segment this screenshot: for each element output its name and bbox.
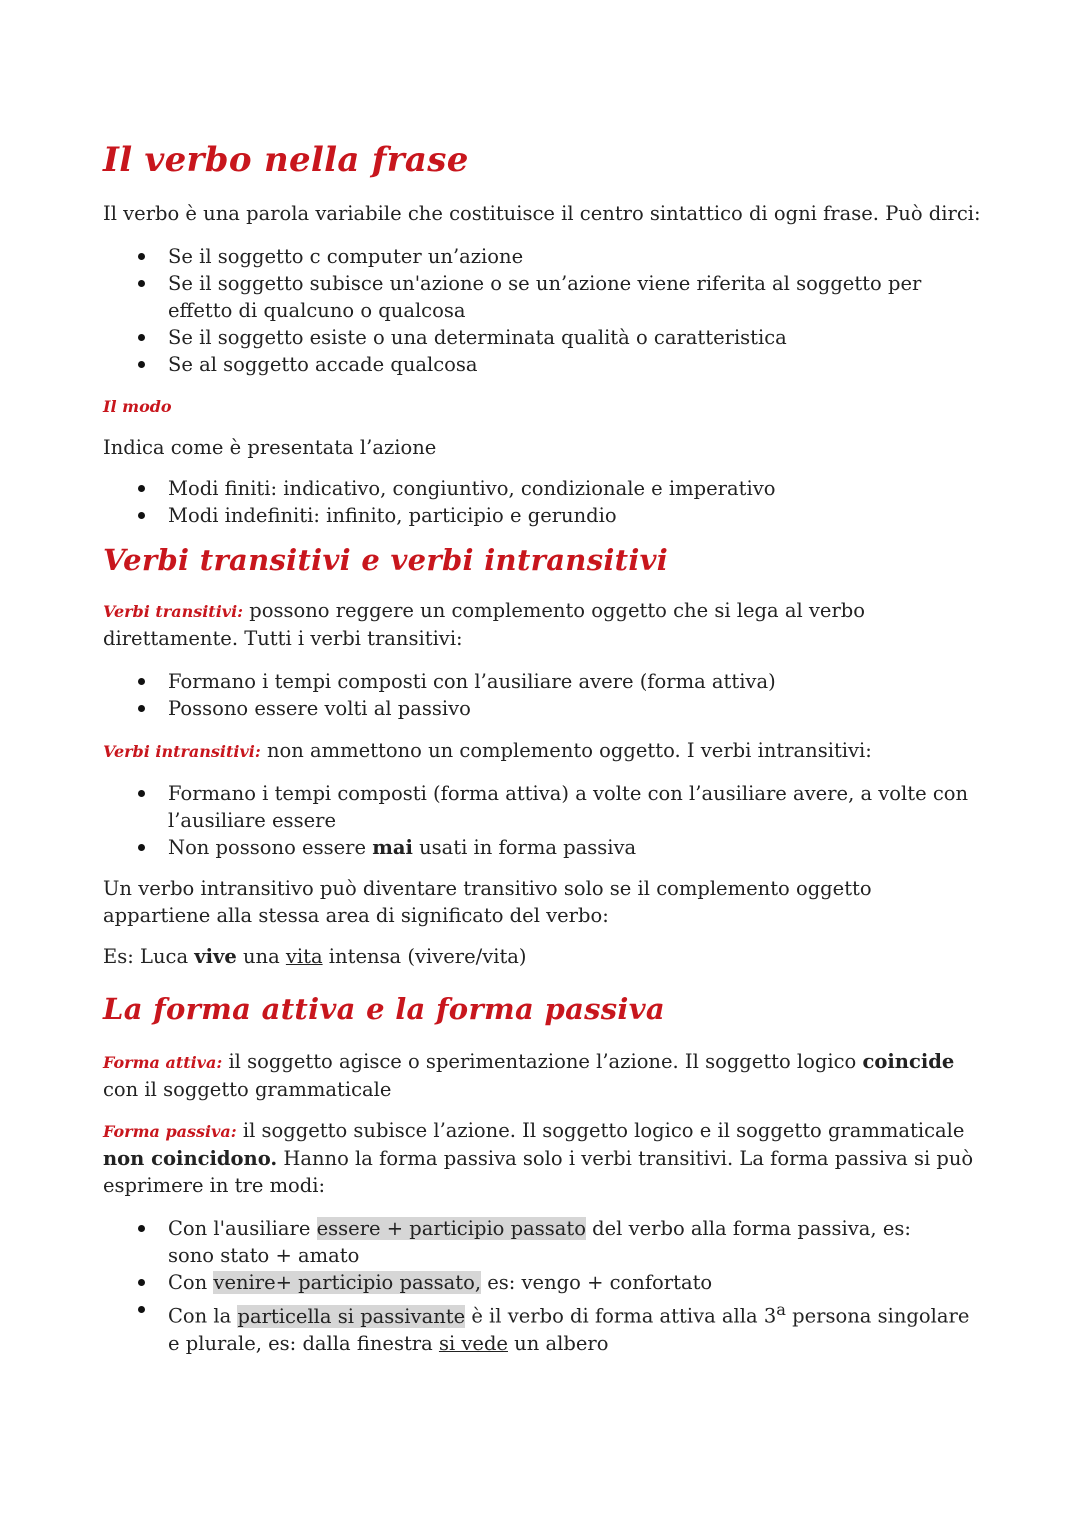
list-item: Con venire+ participio passato, es: vengo + confortato	[168, 1269, 983, 1296]
list-item: Con l'ausiliare essere + participio passato del verbo alla forma passiva, es: sono stato + amato	[168, 1215, 983, 1269]
document-content	[103, 138, 983, 1357]
active-paragraph: Forma attiva: il soggetto agisce o sperimentazione l’azione. Il soggetto logico coincide con il soggetto grammaticale	[103, 1050, 955, 1101]
list-item: Se al soggetto accade qualcosa	[168, 351, 983, 378]
mode-label: Il modo	[103, 397, 172, 416]
intransitive-note: Un verbo intransitivo può diventare transitivo solo se il complemento oggetto appartiene alla stessa area di significato del verbo:	[103, 877, 872, 927]
title-verbo-nella-frase: Il verbo nella frase	[103, 140, 469, 180]
list-item: Se il soggetto subisce un'azione o se un’azione viene riferita al soggetto per effetto di qualcuno o qualcosa	[168, 270, 983, 324]
passive-paragraph: Forma passiva: il soggetto subisce l’azione. Il soggetto logico e il soggetto grammaticale non coincidono. Hanno la forma passiva solo i verbi transitivi. La forma passiva si può esprimere in tre modi:	[103, 1119, 974, 1197]
list-item: Non possono essere mai usati in forma passiva	[168, 834, 983, 861]
intransitive-paragraph: Verbi intransitivi: non ammettono un complemento oggetto. I verbi intransitivi:	[103, 739, 872, 762]
list-item: Con la particella si passivante è il verbo di forma attiva alla 3$^a$ persona singolare e plurale, es: dalla finestra si vede un albero	[168, 1296, 983, 1357]
list-item: Formano i tempi composti con l’ausiliare avere (forma attiva)	[168, 668, 983, 695]
list-item: Possono essere volti al passivo	[168, 695, 983, 722]
mode-list	[103, 475, 983, 529]
verb-function-list	[103, 243, 983, 378]
title-verbi-transitivi: Verbi transitivi e verbi intransitivi	[103, 543, 669, 577]
transitive-list	[103, 668, 983, 722]
list-item: Se il soggetto c computer un’azione	[168, 243, 983, 270]
transitive-label: Verbi transitivi:	[103, 602, 244, 621]
intransitive-list	[103, 780, 983, 861]
example-paragraph: Es: Luca vive una vita intensa (vivere/vita)	[103, 945, 527, 968]
intransitive-label: Verbi intransitivi:	[103, 742, 261, 761]
title-forma-attiva-passiva: La forma attiva e la forma passiva	[103, 992, 665, 1026]
passive-label: Forma passiva:	[103, 1122, 237, 1141]
list-item: Modi indefiniti: infinito, participio e gerundio	[168, 502, 983, 529]
passive-list	[103, 1215, 983, 1357]
list-item: Se il soggetto esiste o una determinata qualità o caratteristica	[168, 324, 983, 351]
list-item: Modi finiti: indicativo, congiuntivo, condizionale e imperativo	[168, 475, 983, 502]
transitive-paragraph: Verbi transitivi: possono reggere un complemento oggetto che si lega al verbo direttamente. Tutti i verbi transitivi:	[103, 599, 865, 650]
list-item: Formano i tempi composti (forma attiva) a volte con l’ausiliare avere, a volte con l’ausiliare essere	[168, 780, 983, 834]
intro-paragraph: Il verbo è una parola variabile che costituisce il centro sintattico di ogni frase. Può dirci:	[103, 202, 981, 225]
heading-il-modo	[103, 392, 983, 420]
active-label: Forma attiva:	[103, 1053, 223, 1072]
mode-paragraph: Indica come è presentata l’azione	[103, 436, 437, 459]
